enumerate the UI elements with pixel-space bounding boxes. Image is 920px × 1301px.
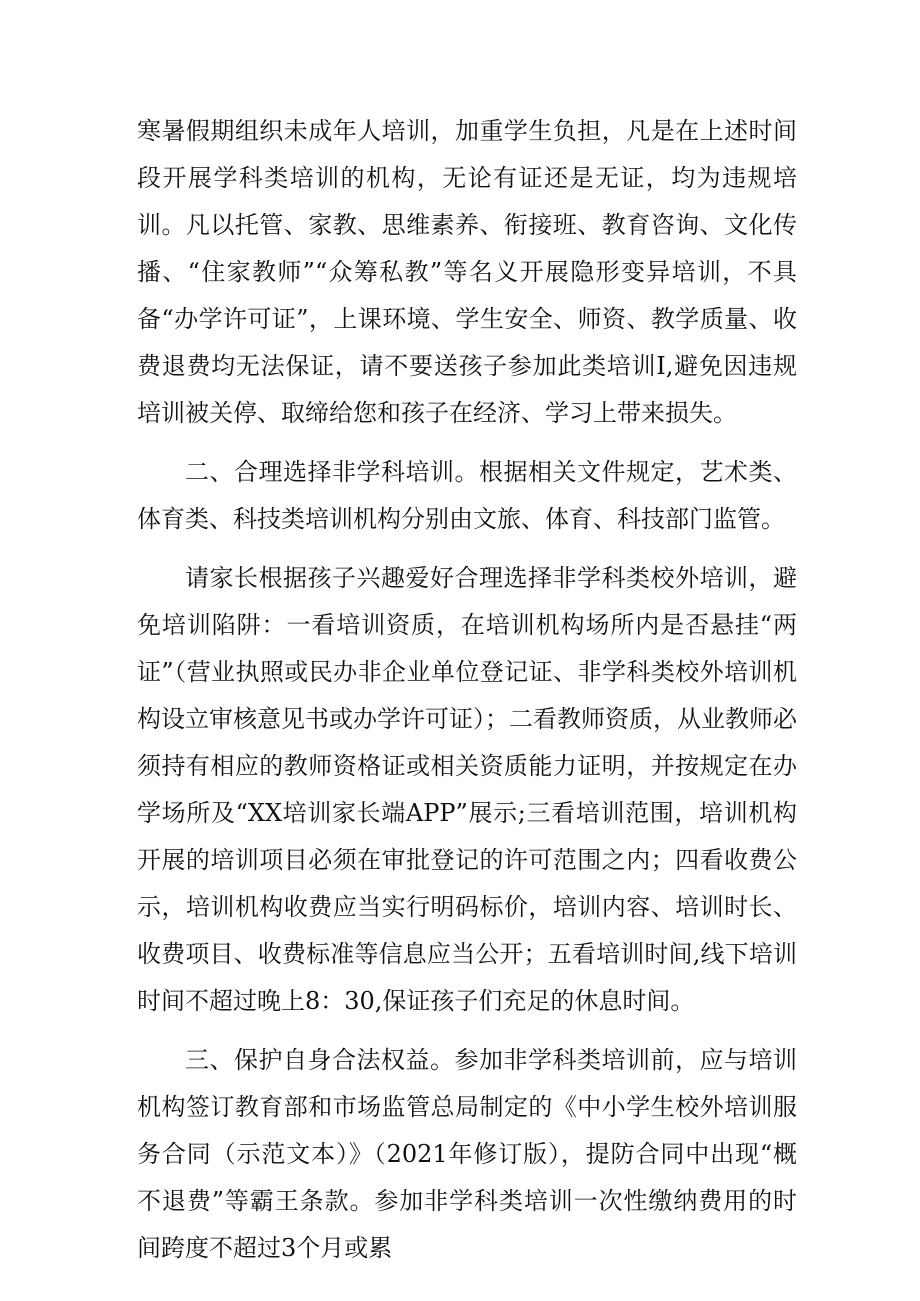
- paragraph-section-two: 二、合理选择非学科培训。根据相关文件规定，艺术类、体育类、科技类培训机构分别由文旅、体育、科技部门监管。: [137, 458, 797, 533]
- paragraph-section-three: 三、保护自身合法权益。参加非学科类培训前，应与培训机构签订教育部和市场监管总局制定的《中小学生校外培训服务合同（示范文本）》（2021年修订版），提防合同中出现“概不退费”等霸王条款。参加非学科类培训一次性缴纳费用的时间跨度不超过3个月或累: [137, 1046, 797, 1262]
- paragraph-continuation: 寒暑假期组织未成年人培训，加重学生负担，凡是在上述时间段开展学科类培训的机构，无论有证还是无证，均为违规培训。凡以托管、家教、思维素养、衔接班、教育咨询、文化传播、“住家教师”“众筹私教”等名义开展隐形变异培训，不具备“办学许可证”，上课环境、学生安全、师资、教学质量、收费退费均无法保证，请不要送孩子参加此类培训I,避免因违规培训被关停、取缔给您和孩子在经济、学习上带来损失。: [137, 117, 797, 427]
- body-text: [137, 108, 797, 1272]
- paragraph-training-guidance: 请家长根据孩子兴趣爱好合理选择非学科类校外培训，避免培训陷阱：一看培训资质，在培训机构场所内是否悬挂“两证”（营业执照或民办非企业单位登记证、非学科类校外培训机构设立审核意见书或办学许可证）；二看教师资质，从业教师必须持有相应的教师资格证或相关资质能力证明，并按规定在办学场所及“XX培训家长端APP”展示;三看培训范围，培训机构开展的培训项目必须在审批登记的许可范围之内；四看收费公示，培训机构收费应当实行明码标价，培训内容、培训时长、收费项目、收费标准等信息应当公开；五看培训时间,线下培训时间不超过晚上8：30,保证孩子们充足的休息时间。: [137, 564, 797, 1015]
